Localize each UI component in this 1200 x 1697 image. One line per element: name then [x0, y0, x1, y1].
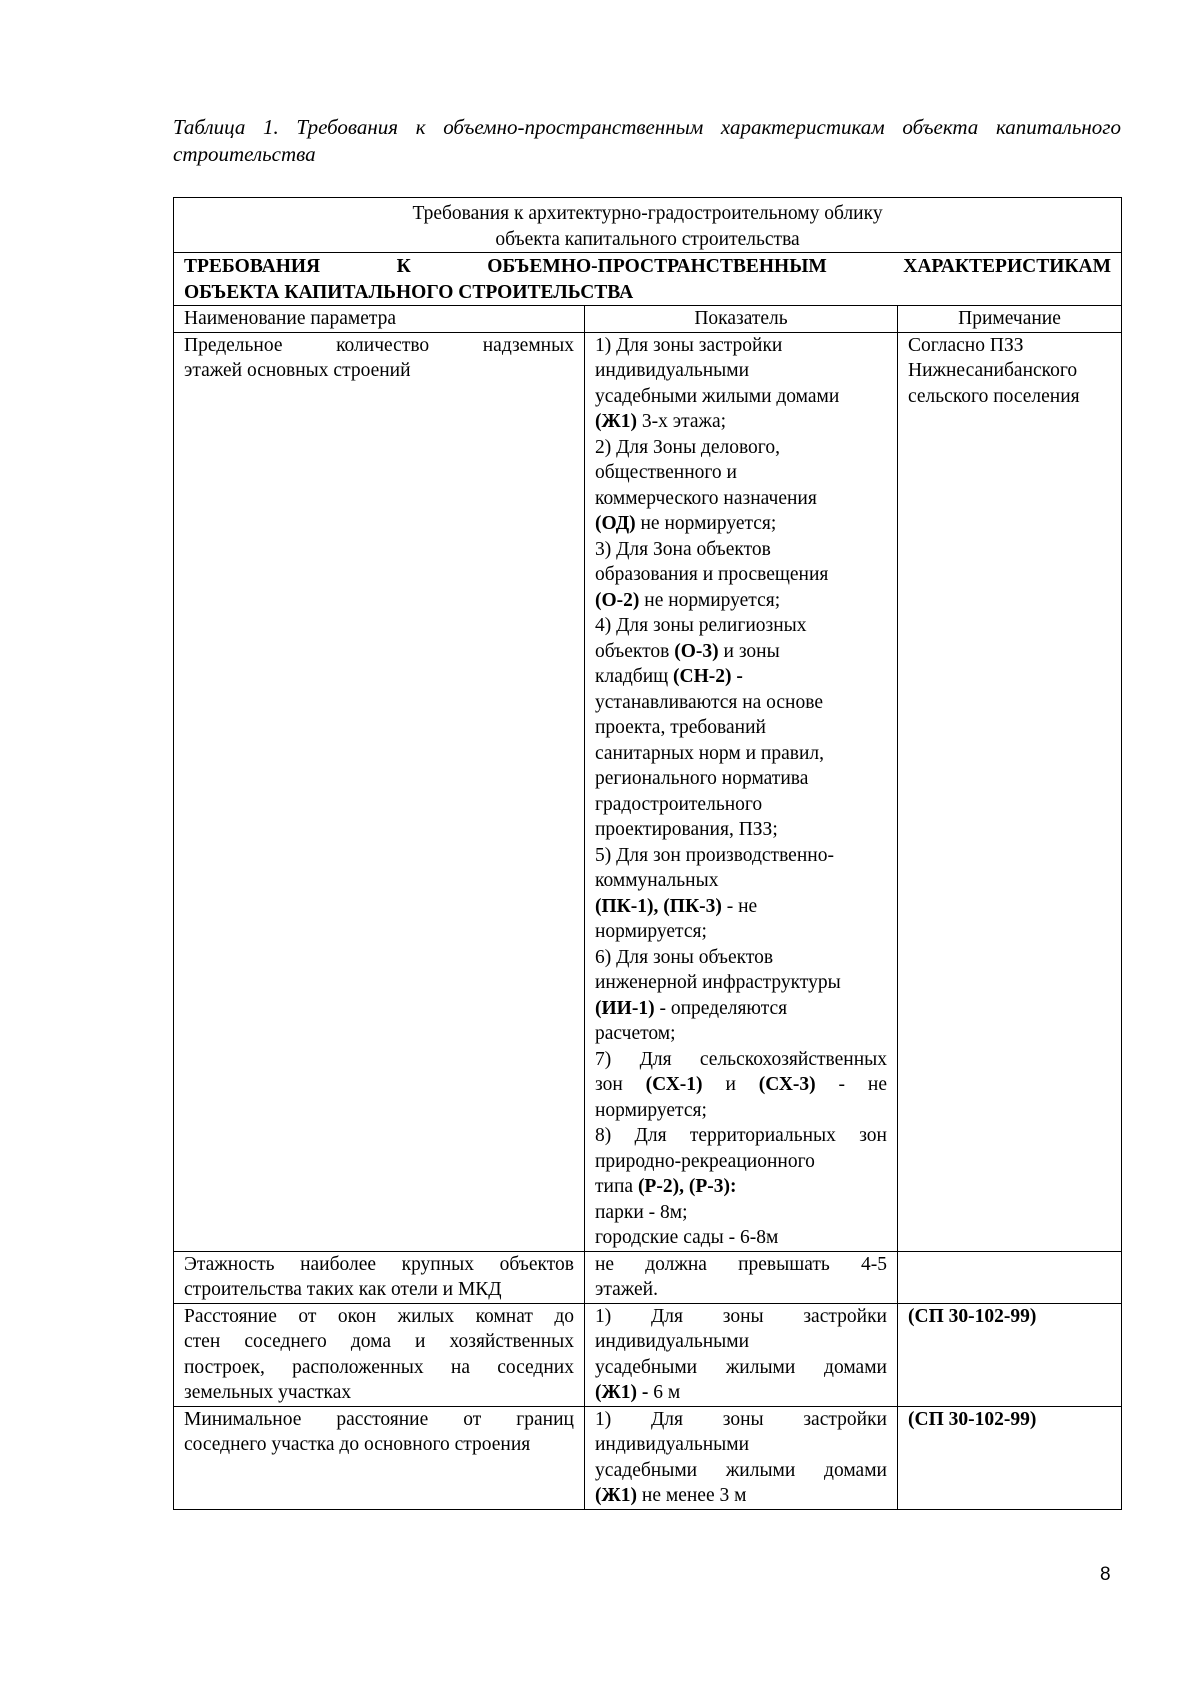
title-word: ТРЕБОВАНИЯ [184, 256, 321, 277]
column-header-parameter: Наименование параметра [174, 306, 585, 333]
param-word: объектов [499, 1253, 574, 1275]
table-row [174, 1303, 1122, 1406]
caption-line-1: Таблица 1. Требования к объемно-пространственным характеристикам объекта капитального [173, 115, 1121, 139]
indicator-zone-code: (О-2) [595, 589, 640, 611]
indicator-line: городские сады - 6-8м [595, 1227, 779, 1248]
indicator-line [595, 919, 887, 945]
param-word: количество [336, 334, 430, 356]
indicator-text: 1) Для зоны застройки [595, 334, 783, 356]
indicator-line [595, 1483, 887, 1509]
indicator-line [595, 741, 887, 767]
title-word: ОБЪЕМНО-ПРОСТРАНСТВЕННЫМ [487, 256, 827, 277]
indicator-text: усадебными жилыми домами [595, 385, 840, 407]
indicator-text: проектирования, ПЗЗ; [595, 819, 778, 840]
param-word: стен [184, 1331, 221, 1352]
indicator-line [595, 792, 887, 818]
indicator-word: застройки [803, 1408, 887, 1430]
indicator-zone-code: (Ж1) [595, 1485, 638, 1506]
indicator-word: жилыми [725, 1356, 796, 1378]
indicator-word: зон [595, 1074, 623, 1095]
indicator-line [595, 358, 887, 384]
param-word: крупных [401, 1253, 475, 1275]
indicator-text: коммунальных [595, 870, 719, 891]
indicator-word: не [595, 1253, 615, 1275]
indicator-text: 3) Для Зона объектов [595, 538, 771, 560]
indicator-word: - [838, 1074, 846, 1095]
indicator-line [595, 562, 887, 588]
header-line-1: Требования к архитектурно-градостроительному облику [412, 203, 883, 224]
indicator-line [595, 537, 887, 563]
indicator-text: индивидуальными [595, 360, 750, 381]
table-row [174, 1406, 1122, 1509]
param-word: хозяйственных [449, 1331, 574, 1352]
indicator-text: типа [595, 1176, 638, 1197]
caption-line-2: строительства [173, 142, 316, 166]
table-row [174, 332, 1122, 1251]
indicator-word: и [725, 1074, 736, 1095]
note-line: сельского поселения [908, 385, 1080, 407]
indicator-cell [585, 332, 898, 1251]
indicator-text: 6 м [648, 1382, 681, 1403]
indicator-line [595, 486, 887, 512]
note-cell [898, 1303, 1122, 1406]
indicator-text: регионального норматива [595, 768, 809, 789]
param-cell [174, 1406, 585, 1509]
page-number: 8 [1100, 1564, 1111, 1585]
indicator-zone-code: (СН-2) - [673, 666, 743, 687]
indicator-line [595, 970, 887, 996]
param-word: дома [350, 1331, 391, 1352]
indicator-text: 2) Для Зоны делового, [595, 436, 780, 458]
indicator-word: жилыми [725, 1459, 796, 1481]
indicator-text: нормируется; [595, 921, 707, 942]
table-title-row [174, 253, 1122, 306]
indicator-text: коммерческого назначения [595, 487, 817, 509]
param-word: Минимальное [184, 1408, 302, 1430]
indicator-text: объектов [595, 640, 675, 662]
indicator-line [595, 435, 887, 461]
note-line: Согласно ПЗЗ [908, 334, 1024, 356]
indicator-word: зон [859, 1125, 887, 1146]
indicator-line [595, 996, 887, 1022]
param-word: надземных [482, 334, 574, 356]
indicator-text: не нормируется; [639, 589, 781, 611]
param-word: до [554, 1305, 574, 1327]
param-line: соседнего участка до основного строения [184, 1434, 531, 1455]
indicator-word: усадебными [595, 1459, 698, 1481]
param-cell [174, 332, 585, 1251]
indicator-text: 4) Для зоны религиозных [595, 615, 807, 636]
indicator-word: территориальных [689, 1125, 836, 1146]
indicator-cell [585, 1251, 898, 1303]
indicator-text: кладбищ [595, 666, 674, 687]
table-title-cell [174, 253, 1122, 306]
indicator-line: парки - 8м; [595, 1201, 688, 1223]
param-word: комнат [475, 1305, 533, 1327]
indicator-word: 1) [595, 1408, 612, 1430]
indicator-text: - не [721, 895, 758, 917]
column-header-row [174, 306, 1122, 333]
param-cell [174, 1303, 585, 1406]
indicator-word: не [867, 1074, 887, 1095]
indicator-zone-code: (Ж1) [595, 411, 638, 432]
note-reference: (СП 30-102-99) [908, 1408, 1037, 1430]
indicator-line [595, 868, 887, 894]
indicator-line [595, 639, 887, 665]
indicator-text: проекта, требований [595, 717, 766, 738]
param-word: Этажность [184, 1253, 275, 1275]
param-word: от [298, 1305, 317, 1327]
indicator-text: расчетом; [595, 1023, 676, 1044]
indicator-zone-code: (ИИ-1) [595, 997, 655, 1019]
indicator-word: усадебными [595, 1356, 698, 1378]
param-word: границ [516, 1408, 574, 1430]
indicator-line [595, 460, 887, 486]
param-word: соседних [497, 1356, 574, 1378]
indicator-text: 3-х этажа; [637, 411, 727, 432]
table-row [174, 1251, 1122, 1303]
title-word: ХАРАКТЕРИСТИКАМ [903, 256, 1112, 277]
indicator-word: домами [824, 1356, 887, 1378]
indicator-zone-code: (ОД) [595, 513, 636, 534]
column-header-indicator: Показатель [585, 306, 898, 333]
indicator-word: Для [634, 1125, 667, 1146]
indicator-word: 7) [595, 1048, 612, 1070]
indicator-line [595, 817, 887, 843]
indicator-line: этажей. [595, 1279, 658, 1300]
column-header-note: Примечание [898, 306, 1122, 333]
indicator-word: зоны [722, 1408, 764, 1430]
indicator-line [595, 588, 887, 614]
indicator-text: санитарных норм и правил, [595, 742, 825, 764]
indicator-line: индивидуальными [595, 1331, 750, 1352]
param-word: на [450, 1356, 470, 1378]
indicator-text: - определяются [654, 997, 788, 1019]
param-word: наиболее [300, 1253, 377, 1275]
indicator-word: застройки [803, 1305, 887, 1327]
indicator-text: устанавливаются на основе [595, 691, 823, 713]
indicator-word: должна [645, 1253, 707, 1275]
indicator-word: 1) [595, 1305, 612, 1327]
indicator-line [595, 766, 887, 792]
param-line: этажей основных строений [184, 360, 411, 381]
indicator-line [595, 613, 887, 639]
param-line: строительства таких как отели и МКД [184, 1279, 502, 1300]
indicator-zone-code: (ПК-1), (ПК-3) [595, 895, 722, 917]
param-word: Расстояние [184, 1305, 277, 1327]
indicator-zone-code: (Ж1) - [595, 1382, 649, 1403]
indicator-word: домами [824, 1459, 887, 1481]
param-word: построек, [184, 1356, 265, 1378]
param-word: от [463, 1408, 482, 1430]
param-cell [174, 1251, 585, 1303]
indicator-line: природно-рекреационного [595, 1150, 815, 1172]
indicator-word: (СХ-3) [758, 1074, 816, 1095]
param-line: земельных участках [184, 1382, 352, 1403]
note-reference: (СП 30-102-99) [908, 1305, 1037, 1327]
indicator-line [595, 843, 887, 869]
param-word: жилых [397, 1305, 455, 1327]
indicator-word: Для [650, 1408, 683, 1430]
indicator-line [595, 1021, 887, 1047]
indicator-line [595, 945, 887, 971]
title-word: К [396, 256, 411, 277]
indicator-text: инженерной инфраструктуры [595, 972, 841, 993]
indicator-line: нормируется; [595, 1099, 707, 1121]
param-word: окон [337, 1305, 377, 1327]
param-word: соседнего [244, 1331, 327, 1352]
indicator-word: Для [650, 1305, 683, 1327]
param-word: расстояние [336, 1408, 429, 1430]
requirements-table [173, 197, 1122, 1510]
indicator-line [595, 384, 887, 410]
indicator-line [595, 1380, 887, 1406]
note-cell [898, 1251, 1122, 1303]
indicator-word: превышать [738, 1253, 830, 1275]
indicator-word: зоны [722, 1305, 764, 1327]
indicator-cell [585, 1303, 898, 1406]
param-word: и [415, 1331, 426, 1352]
indicator-line: индивидуальными [595, 1434, 750, 1455]
indicator-text: образования и просвещения [595, 564, 829, 585]
indicator-zone-code: (Р-2), (Р-3): [637, 1176, 737, 1197]
indicator-text: не менее 3 м [637, 1485, 747, 1506]
table-header-cell [174, 198, 1122, 253]
indicator-text: 5) Для зон производственно- [595, 844, 834, 866]
indicator-line [595, 1174, 887, 1200]
table-caption [173, 114, 1121, 168]
indicator-line [595, 715, 887, 741]
indicator-word: 4-5 [860, 1253, 887, 1275]
indicator-zone-code: (О-3) [674, 640, 719, 662]
indicator-text: 6) Для зоны объектов [595, 946, 774, 968]
table-header-row [174, 198, 1122, 253]
indicator-word: (СХ-1) [645, 1074, 703, 1095]
indicator-line [595, 664, 887, 690]
indicator-cell [585, 1406, 898, 1509]
param-word: Предельное [184, 334, 283, 356]
title-line-2: ОБЪЕКТА КАПИТАЛЬНОГО СТРОИТЕЛЬСТВА [184, 281, 634, 303]
note-line: Нижнесанибанского [908, 360, 1078, 381]
indicator-line [595, 690, 887, 716]
indicator-line [595, 511, 887, 537]
note-cell [898, 1406, 1122, 1509]
indicator-line [595, 894, 887, 920]
indicator-word: сельскохозяйственных [699, 1048, 887, 1070]
indicator-text: общественного и [595, 462, 737, 483]
indicator-word: 8) [595, 1125, 612, 1146]
note-cell [898, 332, 1122, 1251]
header-line-2: объекта капитального строительства [495, 228, 800, 250]
param-word: расположенных [292, 1356, 424, 1378]
indicator-lines [595, 333, 887, 1047]
indicator-word: Для [639, 1048, 672, 1070]
indicator-text: градостроительного [595, 793, 763, 815]
indicator-line [595, 333, 887, 359]
indicator-text: не нормируется; [635, 513, 777, 534]
indicator-line [595, 409, 887, 435]
indicator-text: и зоны [718, 640, 780, 662]
